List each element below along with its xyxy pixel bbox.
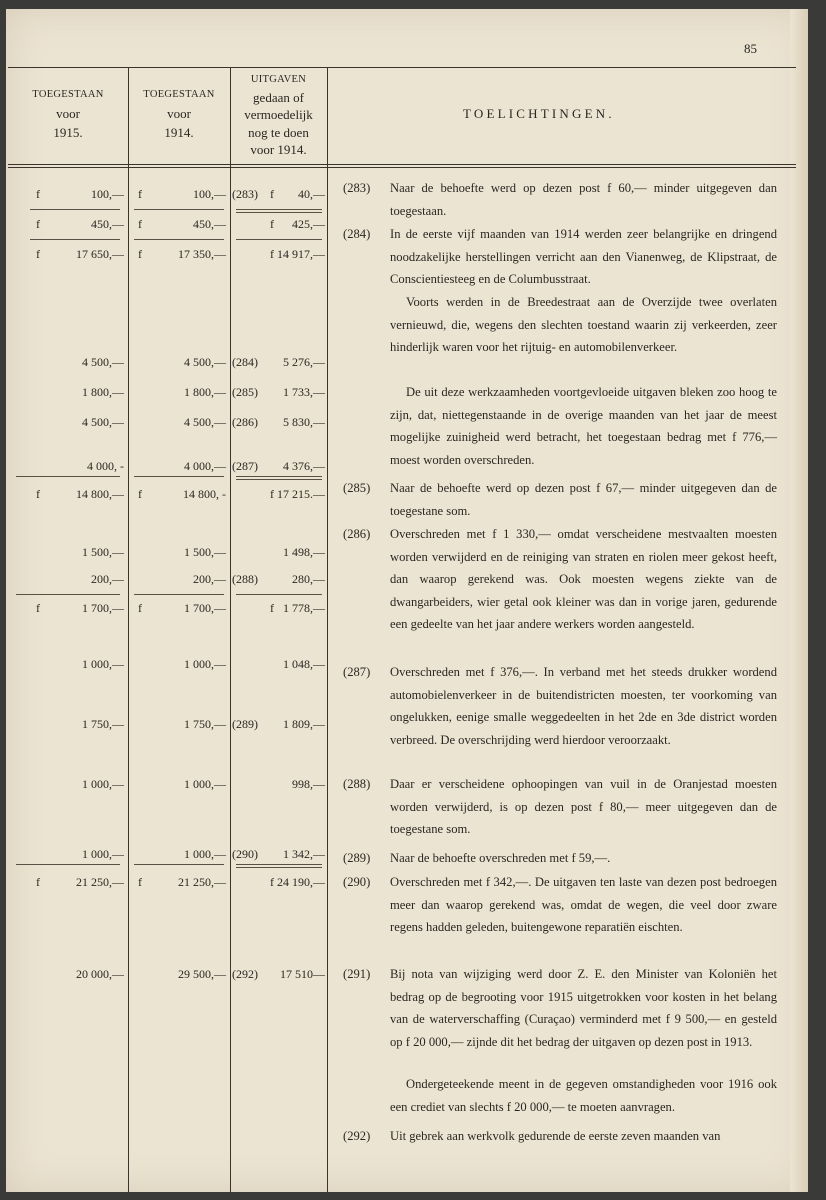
note-text: Voorts werden in de Breedestraat aan de Overzijde twee overlaten vernieuwd, die, wegens den slechten toestand waarin zij verkeerden, zeer hinderlijk waren voor het rijtuig- en automobilenverkeer. [390,295,777,354]
col2-amount: 1 700,— [184,601,226,615]
col2-florin-sign: f [138,487,142,501]
col3-amount: 1 498,— [283,545,325,559]
subtotal-rule [236,212,322,213]
col2-florin-sign: f [138,187,142,201]
note-number: (292) [343,1129,371,1143]
column-divider-1 [128,67,129,1192]
col1-amount: 450,— [91,217,124,231]
col1-amount: 1 000,— [82,657,124,671]
col1-amount: 1 000,— [82,777,124,791]
col1-florin-sign: f [36,601,40,615]
note-paragraph [343,963,777,1053]
note-paragraph [343,871,777,939]
subtotal-rule [236,594,322,595]
note-text: Bij nota van wijziging werd door Z. E. den Minister van Koloniën het bedrag op de begrooting voor 1915 uitgetrokken voor kosten in het belang van de waterverschaffing (Curaçao) verminderd met f 9 500,— en gesteld op f 20 000,— zijnde dit het bedrag der uitgaven op dezen post in 1913. [390,967,777,1049]
subtotal-rule [134,239,224,240]
col1-amount: 1 750,— [82,717,124,731]
note-text: De uit deze werkzaamheden voortgevloeide uitgaven bleken zoo hoog te zijn, dat, niettegenstaande in de overige maanden van het jaar de meest mogelijke zuinigheid werd betracht, het toegestaan bedrag met f 776,— moest worden overschreden. [390,385,777,467]
col2-amount: 4 000,— [184,459,226,473]
note-number: (291) [343,967,371,981]
col1-amount: 200,— [91,572,124,586]
col1-florin-sign: f [36,875,40,889]
subtotal-rule [236,867,322,868]
col3-florin-sign: f [270,217,274,231]
col2-amount: 4 500,— [184,415,226,429]
note-text: Naar de behoefte overschreden met f 59,—. [390,851,611,865]
document-page [6,9,808,1192]
note-paragraph [343,177,777,222]
col3-florin-sign: f [270,247,274,261]
header-top-rule [8,67,796,68]
header-col-1-line2: voor [56,106,80,121]
col1-amount: 14 800,— [76,487,124,501]
col3-amount: 1 733,— [283,385,325,399]
note-paragraph [343,847,777,870]
note-number: (288) [343,777,371,791]
header-col-1 [8,85,128,142]
col2-florin-sign: f [138,247,142,261]
col1-amount: 17 650,— [76,247,124,261]
header-col-1-line1: TOEGESTAAN [32,89,104,100]
note-paragraph [343,381,777,471]
col3-amount: 1 809,— [283,717,325,731]
subtotal-rule [16,864,120,865]
subtotal-rule [30,209,120,210]
header-col-2 [128,85,230,142]
col1-florin-sign: f [36,187,40,201]
subtotal-rule [134,209,224,210]
col3-ref: (285) [232,385,258,399]
note-text: Overschreden met f 342,—. De uitgaven ten laste van dezen post bedroegen meer dan waarop gerekend was, omdat de wegen, die veel door zware regens hadden geleden, buitengewone reparatiën eischten. [390,875,777,934]
header-col-2-line3: 1914. [164,125,194,140]
col2-amount: 1 000,— [184,847,226,861]
col1-amount: 20 000,— [76,967,124,981]
note-number: (284) [343,227,371,241]
col3-ref: (287) [232,459,258,473]
note-text: Overschreden met f 1 330,— omdat verscheidene mestvaalten moesten worden verwijderd en de reiniging van straten en riolen meer gekost heeft, dan waarop gerekend was. Ook moesten wegens ziekte van de dwangarbeiders, wier getal ook kleiner was dan in vorige jaren, gedurende een gedeelte van het jaar andere werkers worden aangesteld. [390,527,777,631]
col1-amount: 4 500,— [82,355,124,369]
header-col-3 [230,71,327,159]
note-text: Overschreden met f 376,—. In verband met het steeds drukker wordend automobielenverkeer in de buitendistricten moesten, ter voorkoming van ongelukken, eenige smalle weggedeelten in het 2de en 3de district worden verbreed. De overschrijding werd hierdoor veroorzaakt. [390,665,777,747]
col1-amount: 1 500,— [82,545,124,559]
header-col-3-line2: gedaan of [253,89,304,105]
header-col-2-line2: voor [167,106,191,121]
col3-amount: 280,— [292,572,325,586]
header-col-3-line4: nog te doen [248,124,309,140]
subtotal-rule [236,479,322,480]
col2-amount: 200,— [193,572,226,586]
col1-florin-sign: f [36,217,40,231]
col2-amount: 450,— [193,217,226,231]
col1-florin-sign: f [36,247,40,261]
col1-amount: 100,— [91,187,124,201]
col3-amount: 425,— [292,217,325,231]
col1-amount: 1 700,— [82,601,124,615]
col2-florin-sign: f [138,875,142,889]
col3-amount: 24 190,— [277,875,325,889]
note-paragraph [343,1073,777,1118]
col2-amount: 4 500,— [184,355,226,369]
col2-amount: 1 500,— [184,545,226,559]
note-paragraph [343,223,777,291]
col3-ref: (284) [232,355,258,369]
note-paragraph [343,661,777,751]
subtotal-rule [236,476,322,477]
column-divider-2 [230,67,231,1192]
col1-amount: 1 800,— [82,385,124,399]
col2-amount: 17 350,— [178,247,226,261]
note-paragraph [343,523,777,636]
header-col-1-line3: 1915. [53,125,83,140]
note-paragraph [343,291,777,359]
subtotal-rule [16,594,120,595]
col2-amount: 100,— [193,187,226,201]
col2-florin-sign: f [138,601,142,615]
col1-amount: 4 500,— [82,415,124,429]
col3-florin-sign: f [270,875,274,889]
subtotal-rule [236,864,322,865]
header-col-3-line1: UITGAVEN [250,74,307,85]
header-col-3-line5: voor 1914. [250,142,307,157]
note-text: Naar de behoefte werd op dezen post f 67,— minder uitgegeven dan de toegestane som. [390,481,777,518]
note-text: Naar de behoefte werd op dezen post f 60,— minder uitgegeven dan toegestaan. [390,181,777,218]
col3-amount: 5 830,— [283,415,325,429]
note-number: (289) [343,851,371,865]
note-text: In de eerste vijf maanden van 1914 werden zeer belangrijke en dringend noodzakelijke herstellingen verricht aan den Vianenweg, de Klipstraat, de Conscientiesteeg en de Columbusstraat. [390,227,777,286]
page-number: 85 [744,41,757,56]
note-number: (287) [343,665,371,679]
note-text: Ondergeteekende meent in de gegeven omstandigheden voor 1916 ook een crediet van slechts f 20 000,— te moeten aanvragen. [390,1077,777,1114]
column-divider-3 [327,67,328,1192]
subtotal-rule [134,476,224,477]
col2-amount: 21 250,— [178,875,226,889]
col3-ref: (290) [232,847,258,861]
col3-florin-sign: f [270,601,274,615]
note-text: Uit gebrek aan werkvolk gedurende de eerste zeven maanden van [390,1129,721,1143]
header-col-3-line3: vermoedelijk [244,107,313,122]
note-paragraph [343,477,777,522]
note-number: (286) [343,527,371,541]
note-paragraph [343,1125,777,1148]
header-bottom-rule-2 [8,167,796,168]
col3-amount: 17 510— [280,967,325,981]
page-edge [790,9,808,1192]
col3-ref: (292) [232,967,258,981]
subtotal-rule [236,239,322,240]
note-number: (285) [343,481,371,495]
col3-ref: (286) [232,415,258,429]
col3-florin-sign: f [270,187,274,201]
col3-amount: 14 917,— [277,247,325,261]
col1-florin-sign: f [36,487,40,501]
col3-amount: 1 048,— [283,657,325,671]
note-text: Daar er verscheidene ophoopingen van vuil in de Oranjestad moesten worden verwijderd, is op dezen post f 80,— meer uitgegeven dan de toegestane som. [390,777,777,836]
col3-amount: 5 276,— [283,355,325,369]
col3-ref: (283) [232,187,258,201]
subtotal-rule [134,864,224,865]
col2-amount: 1 000,— [184,657,226,671]
col2-amount: 1 800,— [184,385,226,399]
col2-amount: 1 000,— [184,777,226,791]
col3-florin-sign: f [270,487,274,501]
col2-amount: 14 800, - [183,487,226,501]
col3-amount: 4 376,— [283,459,325,473]
subtotal-rule [236,209,322,210]
col1-amount: 21 250,— [76,875,124,889]
header-bottom-rule [8,164,796,165]
col3-amount: 17 215.— [277,487,325,501]
header-col-4: TOELICHTINGEN. [463,106,615,121]
col3-amount: 998,— [292,777,325,791]
col2-amount: 1 750,— [184,717,226,731]
subtotal-rule [16,476,120,477]
col3-ref: (289) [232,717,258,731]
header-col-2-line1: TOEGESTAAN [143,89,215,100]
col2-amount: 29 500,— [178,967,226,981]
note-paragraph [343,773,777,841]
note-number: (290) [343,875,371,889]
col3-amount: 1 342,— [283,847,325,861]
subtotal-rule [30,239,120,240]
col1-amount: 1 000,— [82,847,124,861]
note-number: (283) [343,181,371,195]
col3-amount: 40,— [298,187,325,201]
subtotal-rule [134,594,224,595]
col3-amount: 1 778,— [283,601,325,615]
col3-ref: (288) [232,572,258,586]
col1-amount: 4 000, - [87,459,124,473]
col2-florin-sign: f [138,217,142,231]
